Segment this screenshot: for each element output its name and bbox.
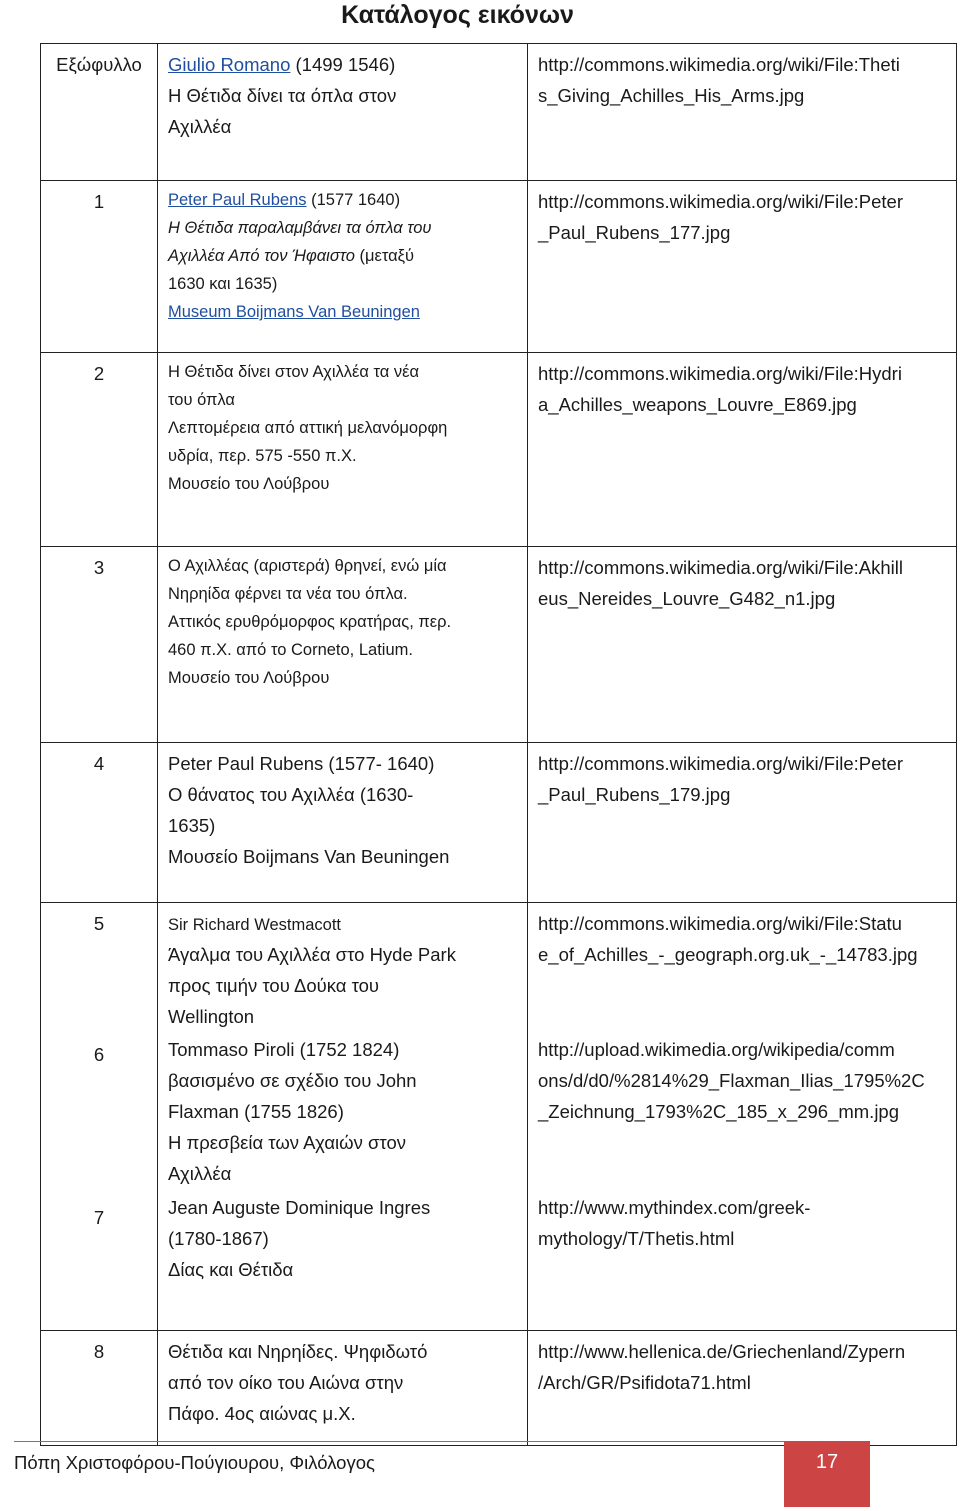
description-text: Wellington [168, 1006, 255, 1027]
description-text: Ο θάνατος του Αχιλλέα (1630- [168, 784, 414, 805]
description-line [168, 1223, 527, 1254]
description-text: Άγαλμα του Αχιλλέα στο Hyde Park [168, 944, 456, 965]
row-number: 3 [41, 547, 158, 743]
description-text: Θέτιδα και Νηρηίδες. Ψηφιδωτό [168, 1341, 428, 1362]
description-text: Λεπτομέρεια από αττική μελανόμορφη [168, 419, 448, 437]
row-description [158, 44, 528, 181]
description-line [168, 908, 527, 939]
description-text: Μουσείο Boijmans Van Beuningen [168, 846, 450, 867]
description-line [168, 939, 527, 970]
description-line [168, 636, 527, 664]
row-number: 1 [41, 181, 158, 353]
description-line [168, 1398, 527, 1429]
description-line [168, 779, 527, 810]
group-row-description [168, 903, 527, 1029]
image-catalog-table [40, 43, 957, 1446]
catalog-row-group [41, 903, 957, 1331]
row-number: Εξώφυλλο [41, 44, 158, 181]
image-source-url: eus_Nereides_Louvre_G482_n1.jpg [538, 588, 836, 609]
description-text: Η πρεσβεία των Αχαιών στον [168, 1132, 407, 1153]
description-text: Αχιλλέα [168, 116, 232, 137]
description-line [168, 841, 527, 872]
image-source-url: a_Achilles_weapons_Louvre_E869.jpg [538, 394, 857, 415]
footer-rule [14, 1441, 784, 1442]
description-line [168, 111, 527, 142]
image-source-url: http://commons.wikimedia.org/wiki/File:Peter [538, 191, 903, 212]
catalog-row [41, 353, 957, 547]
catalog-row [41, 181, 957, 353]
description-line [168, 386, 527, 414]
row-description [158, 1331, 528, 1446]
description-line [168, 442, 527, 470]
description-line [168, 1254, 527, 1285]
row-source [528, 181, 957, 353]
description-text: (1780-1867) [168, 1228, 269, 1249]
image-source-url: http://commons.wikimedia.org/wiki/File:Theti [538, 54, 900, 75]
image-source-url: mythology/T/Thetis.html [538, 1228, 735, 1249]
description-line [168, 1127, 527, 1158]
group-row-number: 7 [93, 1207, 105, 1228]
description-line [168, 664, 527, 692]
source-link[interactable]: Giulio Romano [168, 54, 291, 75]
page-title: Κατάλογος εικόνων [341, 1, 574, 29]
row-source [528, 1331, 957, 1446]
image-source-url: _Zeichnung_1793%2C_185_x_296_mm.jpg [538, 1101, 900, 1122]
image-source-url: _Paul_Rubens_177.jpg [538, 222, 731, 243]
catalog-body [41, 44, 957, 1446]
catalog-row [41, 743, 957, 903]
description-text: Αττικός ερυθρόμορφος κρατήρας, περ. [168, 613, 452, 631]
row-description [158, 353, 528, 547]
description-line [168, 970, 527, 1001]
source-link[interactable]: Museum Boijmans Van Beuningen [168, 303, 420, 321]
image-source-url: http://commons.wikimedia.org/wiki/File:Peter [538, 753, 903, 774]
row-source [528, 353, 957, 547]
description-text: Flaxman (1755 1826) [168, 1101, 344, 1122]
description-line [168, 414, 527, 442]
group-row-source [538, 1029, 956, 1187]
row-number: 2 [41, 353, 158, 547]
row-source [528, 44, 957, 181]
description-text: Μουσείο του Λούβρου [168, 475, 330, 493]
image-source-url: s_Giving_Achilles_His_Arms.jpg [538, 85, 805, 106]
description-line [168, 1158, 527, 1189]
description-line [168, 80, 527, 111]
row-description [158, 743, 528, 903]
description-text: (1577 1640) [306, 191, 401, 209]
group-row-source [538, 1187, 956, 1315]
description-text: Νηρηίδα φέρνει τα νέα του όπλα. [168, 585, 408, 603]
image-source-url: ons/d/d0/%2814%29_Flaxman_Ilias_1795%2C [538, 1070, 925, 1091]
description-text: υδρία, περ. 575 -550 π.Χ. [168, 447, 357, 465]
description-text: 460 π.Χ. από το Corneto, Latium. [168, 641, 413, 659]
description-line [168, 1192, 527, 1223]
group-row-description [168, 1029, 527, 1187]
row-number [41, 903, 158, 1331]
image-source-url: _Paul_Rubens_179.jpg [538, 784, 731, 805]
description-text: Πάφο. 4ος αιώνας μ.Χ. [168, 1403, 356, 1424]
group-row-description [168, 1187, 527, 1315]
group-row-number: 6 [93, 1044, 105, 1065]
footer-author: Πόπη Χριστοφόρου-Πούγιουρου, Φιλόλογος [14, 1452, 375, 1473]
description-line [168, 1065, 527, 1096]
image-source-url: http://commons.wikimedia.org/wiki/File:Akhill [538, 557, 903, 578]
group-row-number: 5 [93, 913, 105, 934]
description-text: Δίας και Θέτιδα [168, 1259, 294, 1280]
group-row-source [538, 903, 956, 1029]
description-text: Η Θέτιδα δίνει στον Αχιλλέα τα νέα [168, 363, 420, 381]
description-line [168, 49, 527, 80]
description-text: Αχιλλέα [168, 1163, 232, 1184]
catalog-row [41, 547, 957, 743]
row-description [158, 181, 528, 353]
image-source-url: http://upload.wikimedia.org/wikipedia/comm [538, 1039, 895, 1060]
description-line [168, 810, 527, 841]
description-text: (1499 1546) [290, 54, 396, 75]
description-text: Tommaso Piroli (1752 1824) [168, 1039, 400, 1060]
description-text: 1635) [168, 815, 216, 836]
image-source-url: http://www.hellenica.de/Griechenland/Zypern [538, 1341, 906, 1362]
description-text: Peter Paul Rubens (1577- 1640) [168, 753, 435, 774]
description-line [168, 608, 527, 636]
description-line [168, 1096, 527, 1127]
catalog-row [41, 1331, 957, 1446]
description-text: (μεταξύ [354, 247, 415, 265]
description-line [168, 580, 527, 608]
description-line [168, 186, 527, 214]
description-text: Η Θέτιδα δίνει τα όπλα στον [168, 85, 397, 106]
row-source [528, 903, 957, 1331]
description-line [168, 552, 527, 580]
description-text: Sir Richard Westmacott [168, 916, 341, 934]
description-line [168, 1367, 527, 1398]
description-line [168, 270, 527, 298]
description-line [168, 1336, 527, 1367]
description-line [168, 748, 527, 779]
description-line [168, 242, 527, 270]
image-source-url: http://commons.wikimedia.org/wiki/File:Hydri [538, 363, 902, 384]
description-line [168, 470, 527, 498]
description-line [168, 214, 527, 242]
image-source-url: http://commons.wikimedia.org/wiki/File:Statu [538, 913, 902, 934]
row-description [158, 903, 528, 1331]
description-line [168, 1001, 527, 1032]
description-text: Jean Auguste Dominique Ingres [168, 1197, 431, 1218]
description-text: Η Θέτιδα παραλαμβάνει τα όπλα του [168, 219, 432, 237]
description-line [168, 1034, 527, 1065]
description-line [168, 358, 527, 386]
page-footer [0, 1441, 960, 1511]
page-number-badge: 17 [784, 1441, 870, 1507]
description-text: από τον οίκο του Αιώνα στην [168, 1372, 404, 1393]
row-source [528, 547, 957, 743]
description-line [168, 298, 527, 326]
catalog-row [41, 44, 957, 181]
row-source [528, 743, 957, 903]
source-link[interactable]: Peter Paul Rubens [168, 191, 307, 209]
description-text: Αχιλλέα Από τον Ήφαιστο [168, 247, 355, 265]
row-number: 8 [41, 1331, 158, 1446]
description-text: βασισμένο σε σχέδιο του John [168, 1070, 417, 1091]
image-source-url: /Arch/GR/Psifidota71.html [538, 1372, 751, 1393]
description-text: Μουσείο του Λούβρου [168, 669, 330, 687]
description-text: προς τιμήν του Δούκα του [168, 975, 380, 996]
description-text: 1630 και 1635) [168, 275, 278, 293]
row-description [158, 547, 528, 743]
description-text: του όπλα [168, 391, 235, 409]
description-text: Ο Αχιλλέας (αριστερά) θρηνεί, ενώ μία [168, 557, 447, 575]
row-number: 4 [41, 743, 158, 903]
image-source-url: e_of_Achilles_-_geograph.org.uk_-_14783.jpg [538, 944, 918, 965]
image-source-url: http://www.mythindex.com/greek- [538, 1197, 811, 1218]
